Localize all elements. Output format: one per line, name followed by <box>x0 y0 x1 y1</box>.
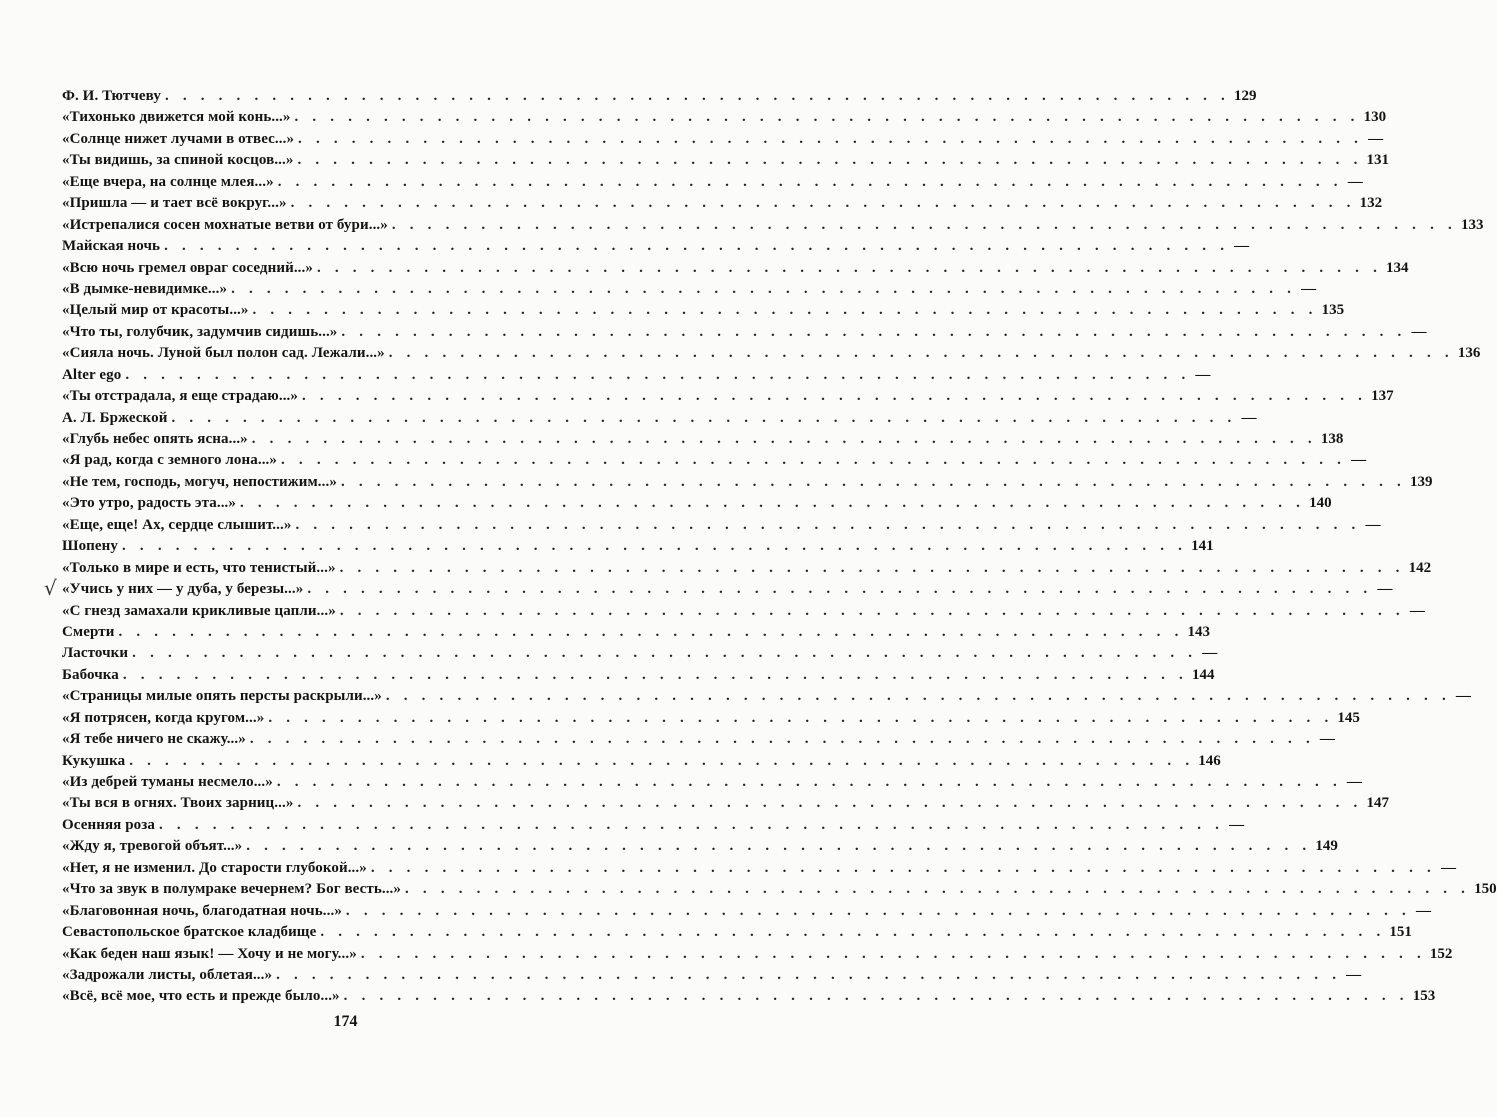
toc-entry <box>62 343 1481 364</box>
toc-entry-title: «Тихонько движется мой конь...» <box>62 109 291 126</box>
dot-leader: . . . . . . . . . . . . . . . . . . . . . . . . . . . . . . . . . . . . . . . . . . . . . . . . . . . . . . . . . . . . <box>345 902 1411 919</box>
dot-leader: . . . . . . . . . . . . . . . . . . . . . . . . . . . . . . . . . . . . . . . . . . . . . . . . . . . . . . . . . . . . <box>246 838 1312 855</box>
toc-entry-title: «Страницы милые опять персты раскрыли...» <box>62 688 382 705</box>
toc-entry-page: 153 <box>1412 988 1436 1005</box>
toc-entry <box>62 365 1211 386</box>
toc-entry-title: Севастопольское братское кладбище <box>62 924 317 941</box>
toc-entry <box>62 129 1384 150</box>
dot-leader: . . . . . . . . . . . . . . . . . . . . . . . . . . . . . . . . . . . . . . . . . . . . . . . . . . . . . . . . . . . . <box>385 688 1451 705</box>
toc-entry-page: 135 <box>1321 302 1345 319</box>
toc-entry-page: 130 <box>1363 109 1387 126</box>
toc-entry-title: А. Л. Бржеской <box>62 409 168 426</box>
toc-entry-title: «Сияла ночь. Луной был полон сад. Лежали...» <box>62 345 385 362</box>
toc-entry-title: «Не тем, господь, могуч, непостижим...» <box>62 473 337 490</box>
dot-leader: . . . . . . . . . . . . . . . . . . . . . . . . . . . . . . . . . . . . . . . . . . . . . . . . . . . . . . . . . . . . <box>290 195 1356 212</box>
toc-entry-title: «Истрепалися сосен мохнатые ветви от бури...» <box>62 216 388 233</box>
toc-entry-page: 142 <box>1408 559 1432 576</box>
toc-entry-title: «Глубь небес опять ясна...» <box>62 431 248 447</box>
toc-entry-page: 138 <box>1320 431 1344 447</box>
toc-entry <box>62 922 1412 943</box>
table-of-contents <box>62 86 1497 1008</box>
toc-entry <box>62 601 1425 622</box>
toc-entry <box>62 172 1363 193</box>
dot-leader: . . . . . . . . . . . . . . . . . . . . . . . . . . . . . . . . . . . . . . . . . . . . . . . . . . . . . . . . . . . . <box>307 581 1373 598</box>
dot-leader: . . . . . . . . . . . . . . . . . . . . . . . . . . . . . . . . . . . . . . . . . . . . . . . . . . . . . . . . . . . . <box>132 645 1198 662</box>
toc-entry-title: Шопену <box>62 538 119 555</box>
toc-entry <box>62 279 1317 300</box>
toc-entry <box>62 429 1344 450</box>
toc-entry-page: 134 <box>1386 259 1409 276</box>
toc-entry-page: 137 <box>1371 388 1394 405</box>
toc-entry-title: Осенняя роза <box>62 816 156 833</box>
toc-entry-page: 146 <box>1198 752 1221 769</box>
toc-entry <box>62 836 1338 857</box>
toc-entry <box>62 643 1218 664</box>
dot-leader: . . . . . . . . . . . . . . . . . . . . . . . . . . . . . . . . . . . . . . . . . . . . . . . . . . . . . . . . . . . . <box>405 881 1471 898</box>
toc-entry-page: 140 <box>1309 495 1332 512</box>
toc-entry-title: Бабочка <box>62 666 119 683</box>
toc-entry-page: 136 <box>1457 345 1481 362</box>
toc-entry-page: 139 <box>1410 473 1433 490</box>
toc-entry-title: «В дымке-невидимке...» <box>62 280 228 297</box>
dot-leader: . . . . . . . . . . . . . . . . . . . . . . . . . . . . . . . . . . . . . . . . . . . . . . . . . . . . . . . . . . . . <box>122 538 1188 555</box>
toc-entry-title: «Пришла — и тает всё вокруг...» <box>62 195 287 212</box>
toc-entry-page: — <box>1241 409 1257 426</box>
toc-entry-title: «Что ты, голубчик, задумчив сидишь...» <box>62 323 338 340</box>
toc-entry <box>62 558 1432 579</box>
toc-entry <box>62 965 1362 986</box>
toc-entry-title: «Как беден наш язык! — Хочу и не могу...» <box>62 945 357 962</box>
toc-entry <box>62 944 1453 965</box>
dot-leader: . . . . . . . . . . . . . . . . . . . . . . . . . . . . . . . . . . . . . . . . . . . . . . . . . . . . . . . . . . . . <box>276 774 1342 790</box>
dot-leader: . . . . . . . . . . . . . . . . . . . . . . . . . . . . . . . . . . . . . . . . . . . . . . . . . . . . . . . . . . . . <box>251 431 1317 447</box>
dot-leader: . . . . . . . . . . . . . . . . . . . . . . . . . . . . . . . . . . . . . . . . . . . . . . . . . . . . . . . . . . . . <box>164 88 1231 104</box>
toc-entry-page: — <box>1365 516 1381 533</box>
toc-entry <box>62 901 1431 922</box>
toc-entry-title: «Всю ночь гремел овраг соседний...» <box>62 259 313 276</box>
toc-entry <box>62 193 1383 214</box>
toc-entry-title: «Задрожали листы, облетая...» <box>62 966 273 983</box>
toc-entry-title: «Я рад, когда с земного лона...» <box>62 452 278 469</box>
toc-entry-title: Кукушка <box>62 752 126 769</box>
toc-entry-title: «Я тебе ничего не скажу...» <box>62 731 246 748</box>
toc-entry-title: «Это утро, радость эта...» <box>62 495 237 512</box>
dot-leader: . . . . . . . . . . . . . . . . . . . . . . . . . . . . . . . . . . . . . . . . . . . . . . . . . . . . . . . . . . . . <box>171 409 1237 426</box>
toc-entry-page: — <box>1411 323 1427 340</box>
toc-entry <box>62 386 1394 407</box>
toc-entry-page: 143 <box>1187 623 1211 640</box>
toc-entry-page: 144 <box>1191 666 1215 683</box>
toc-entry-page: 131 <box>1366 152 1390 169</box>
toc-entry-title: «Я потрясен, когда кругом...» <box>62 709 265 726</box>
toc-entry-page: — <box>1440 859 1456 876</box>
toc-entry-page: 152 <box>1429 945 1453 962</box>
dot-leader: . . . . . . . . . . . . . . . . . . . . . . . . . . . . . . . . . . . . . . . . . . . . . . . . . . . . . . . . . . . . <box>277 173 1343 190</box>
toc-entry <box>62 450 1367 471</box>
dot-leader: . . . . . . . . . . . . . . . . . . . . . . . . . . . . . . . . . . . . . . . . . . . . . . . . . . . . . . . . . . . . <box>122 666 1188 683</box>
toc-entry <box>62 86 1257 107</box>
toc-entry <box>62 729 1335 750</box>
toc-entry-title: Ласточки <box>62 645 129 662</box>
toc-entry-page: — <box>1229 816 1245 833</box>
dot-leader: . . . . . . . . . . . . . . . . . . . . . . . . . . . . . . . . . . . . . . . . . . . . . . . . . . . . . . . . . . . . <box>391 216 1457 233</box>
toc-entry-title: «С гнезд замахали крикливые цапли...» <box>62 602 336 619</box>
toc-entry-title: «Жду я, тревогой объят...» <box>62 838 243 855</box>
toc-entry <box>62 815 1245 836</box>
toc-entry-page: 133 <box>1460 216 1484 233</box>
dot-leader: . . . . . . . . . . . . . . . . . . . . . . . . . . . . . . . . . . . . . . . . . . . . . . . . . . . . . . . . . . . . <box>343 988 1409 1005</box>
toc-entry <box>62 322 1427 343</box>
toc-entry-page: — <box>1202 645 1218 662</box>
toc-entry-title: «Целый мир от красоты...» <box>62 302 249 319</box>
toc-entry-page: 151 <box>1389 924 1412 941</box>
toc-entry-title: «Ты отстрадала, я еще страдаю...» <box>62 388 299 405</box>
toc-entry-page: 150 <box>1474 881 1497 898</box>
toc-entry-title: «Что за звук в полумраке вечернем? Бог весть...» <box>62 881 402 898</box>
dot-leader: . . . . . . . . . . . . . . . . . . . . . . . . . . . . . . . . . . . . . . . . . . . . . . . . . . . . . . . . . . . . <box>295 516 1361 533</box>
toc-entry <box>62 686 1471 707</box>
toc-entry-title: «Нет, я не изменил. До старости глубокой...» <box>62 859 367 876</box>
toc-entry-page: — <box>1409 602 1425 619</box>
dot-leader: . . . . . . . . . . . . . . . . . . . . . . . . . . . . . . . . . . . . . . . . . . . . . . . . . . . . . . . . . . . . <box>249 731 1315 748</box>
dot-leader: . . . . . . . . . . . . . . . . . . . . . . . . . . . . . . . . . . . . . . . . . . . . . . . . . . . . . . . . . . . . <box>339 559 1405 576</box>
toc-entry <box>62 515 1381 536</box>
toc-entry-page: — <box>1351 452 1367 469</box>
dot-leader: . . . . . . . . . . . . . . . . . . . . . . . . . . . . . . . . . . . . . . . . . . . . . . . . . . . . . . . . . . . . <box>298 130 1364 147</box>
toc-entry <box>62 858 1456 879</box>
toc-entry <box>62 772 1362 793</box>
toc-entry-page: — <box>1415 902 1431 919</box>
toc-entry <box>62 665 1215 686</box>
toc-entry <box>62 472 1433 493</box>
toc-entry-page: 149 <box>1315 838 1338 855</box>
toc-entry <box>62 708 1360 729</box>
dot-leader: . . . . . . . . . . . . . . . . . . . . . . . . . . . . . . . . . . . . . . . . . . . . . . . . . . . . . . . . . . . . <box>129 752 1195 769</box>
toc-entry-page: — <box>1346 774 1362 790</box>
toc-entry-page: — <box>1347 173 1363 190</box>
toc-entry-title: «Ты вся в огнях. Твоих зарниц...» <box>62 795 294 812</box>
toc-entry-title: «Еще вчера, на солнце млея...» <box>62 173 274 190</box>
toc-entry <box>62 793 1390 814</box>
dot-leader: . . . . . . . . . . . . . . . . . . . . . . . . . . . . . . . . . . . . . . . . . . . . . . . . . . . . . . . . . . . . <box>316 259 1383 276</box>
dot-leader: . . . . . . . . . . . . . . . . . . . . . . . . . . . . . . . . . . . . . . . . . . . . . . . . . . . . . . . . . . . . <box>281 452 1347 469</box>
dot-leader: . . . . . . . . . . . . . . . . . . . . . . . . . . . . . . . . . . . . . . . . . . . . . . . . . . . . . . . . . . . . <box>164 238 1230 255</box>
dot-leader: . . . . . . . . . . . . . . . . . . . . . . . . . . . . . . . . . . . . . . . . . . . . . . . . . . . . . . . . . . . . <box>320 924 1386 941</box>
toc-entry-page: 129 <box>1234 88 1257 104</box>
dot-leader: . . . . . . . . . . . . . . . . . . . . . . . . . . . . . . . . . . . . . . . . . . . . . . . . . . . . . . . . . . . . <box>302 388 1368 405</box>
toc-entry-page: — <box>1368 130 1384 147</box>
toc-entry-title: Смерти <box>62 623 115 640</box>
toc-entry-page: — <box>1455 688 1471 705</box>
dot-leader: . . . . . . . . . . . . . . . . . . . . . . . . . . . . . . . . . . . . . . . . . . . . . . . . . . . . . . . . . . . . <box>297 795 1363 812</box>
dot-leader: . . . . . . . . . . . . . . . . . . . . . . . . . . . . . . . . . . . . . . . . . . . . . . . . . . . . . . . . . . . . <box>252 302 1318 319</box>
toc-entry-page: — <box>1234 238 1250 255</box>
dot-leader: . . . . . . . . . . . . . . . . . . . . . . . . . . . . . . . . . . . . . . . . . . . . . . . . . . . . . . . . . . . . <box>388 345 1454 362</box>
toc-entry <box>62 751 1221 772</box>
toc-entry <box>62 622 1211 643</box>
dot-leader: . . . . . . . . . . . . . . . . . . . . . . . . . . . . . . . . . . . . . . . . . . . . . . . . . . . . . . . . . . . . <box>231 280 1297 297</box>
dot-leader: . . . . . . . . . . . . . . . . . . . . . . . . . . . . . . . . . . . . . . . . . . . . . . . . . . . . . . . . . . . . <box>339 602 1405 619</box>
dot-leader: . . . . . . . . . . . . . . . . . . . . . . . . . . . . . . . . . . . . . . . . . . . . . . . . . . . . . . . . . . . . <box>297 152 1363 169</box>
dot-leader: . . . . . . . . . . . . . . . . . . . . . . . . . . . . . . . . . . . . . . . . . . . . . . . . . . . . . . . . . . . . <box>118 623 1184 640</box>
toc-entry-title: Ф. И. Тютчеву <box>62 88 161 104</box>
toc-entry-page: — <box>1319 731 1335 748</box>
toc-entry <box>62 300 1345 321</box>
toc-entry-page: 147 <box>1366 795 1390 812</box>
toc-entry-title: «Солнце нижет лучами в отвес...» <box>62 130 295 147</box>
toc-entry <box>62 879 1497 900</box>
toc-entry-page: 141 <box>1191 538 1214 555</box>
toc-entry <box>62 408 1257 429</box>
toc-entry-page: — <box>1301 280 1317 297</box>
toc-entry <box>62 258 1409 279</box>
dot-leader: . . . . . . . . . . . . . . . . . . . . . . . . . . . . . . . . . . . . . . . . . . . . . . . . . . . . . . . . . . . . <box>370 859 1436 876</box>
toc-entry-title: «Всё, всё мое, что есть и прежде было...» <box>62 988 340 1005</box>
toc-entry-page: — <box>1377 581 1393 598</box>
dot-leader: . . . . . . . . . . . . . . . . . . . . . . . . . . . . . . . . . . . . . . . . . . . . . . . . . . . . . . . . . . . . <box>294 109 1360 126</box>
toc-entry-title: Майская ночь <box>62 238 161 255</box>
toc-entry-title: «Еще, еще! Ах, сердце слышит...» <box>62 516 292 533</box>
dot-leader: . . . . . . . . . . . . . . . . . . . . . . . . . . . . . . . . . . . . . . . . . . . . . . . . . . . . . . . . . . . . <box>341 323 1407 340</box>
toc-entry <box>62 493 1332 514</box>
toc-entry-page: — <box>1195 366 1211 383</box>
toc-entry-page: 132 <box>1359 195 1383 212</box>
page-number: 174 <box>333 1013 358 1030</box>
toc-entry-title: «Ты видишь, за спиной косцов...» <box>62 152 294 169</box>
dot-leader: . . . . . . . . . . . . . . . . . . . . . . . . . . . . . . . . . . . . . . . . . . . . . . . . . . . . . . . . . . . . <box>360 945 1426 962</box>
toc-entry <box>62 107 1387 128</box>
toc-entry <box>62 215 1484 236</box>
toc-entry <box>62 150 1390 171</box>
toc-entry <box>62 579 1393 600</box>
dot-leader: . . . . . . . . . . . . . . . . . . . . . . . . . . . . . . . . . . . . . . . . . . . . . . . . . . . . . . . . . . . . <box>159 816 1225 833</box>
toc-entry-title: «Из дебрей туманы несмело...» <box>62 774 273 790</box>
toc-entry-title: Alter ego <box>62 366 122 383</box>
toc-entry <box>62 236 1250 257</box>
dot-leader: . . . . . . . . . . . . . . . . . . . . . . . . . . . . . . . . . . . . . . . . . . . . . . . . . . . . . . . . . . . . <box>240 495 1306 512</box>
toc-entry-title: «Учись у них — у дуба, у березы...» <box>62 581 304 598</box>
toc-entry-page: 145 <box>1337 709 1360 726</box>
toc-entry-page: — <box>1346 966 1362 983</box>
toc-entry <box>62 536 1214 557</box>
dot-leader: . . . . . . . . . . . . . . . . . . . . . . . . . . . . . . . . . . . . . . . . . . . . . . . . . . . . . . . . . . . . <box>268 709 1334 726</box>
dot-leader: . . . . . . . . . . . . . . . . . . . . . . . . . . . . . . . . . . . . . . . . . . . . . . . . . . . . . . . . . . . . <box>340 473 1406 490</box>
toc-entry <box>62 986 1436 1007</box>
dot-leader: . . . . . . . . . . . . . . . . . . . . . . . . . . . . . . . . . . . . . . . . . . . . . . . . . . . . . . . . . . . . <box>125 366 1191 383</box>
toc-entry-title: «Только в мире и есть, что тенистый...» <box>62 559 336 576</box>
handwritten-check-mark: √ <box>44 576 57 600</box>
dot-leader: . . . . . . . . . . . . . . . . . . . . . . . . . . . . . . . . . . . . . . . . . . . . . . . . . . . . . . . . . . . . <box>276 966 1342 983</box>
toc-entry-title: «Благовонная ночь, благодатная ночь...» <box>62 902 342 919</box>
